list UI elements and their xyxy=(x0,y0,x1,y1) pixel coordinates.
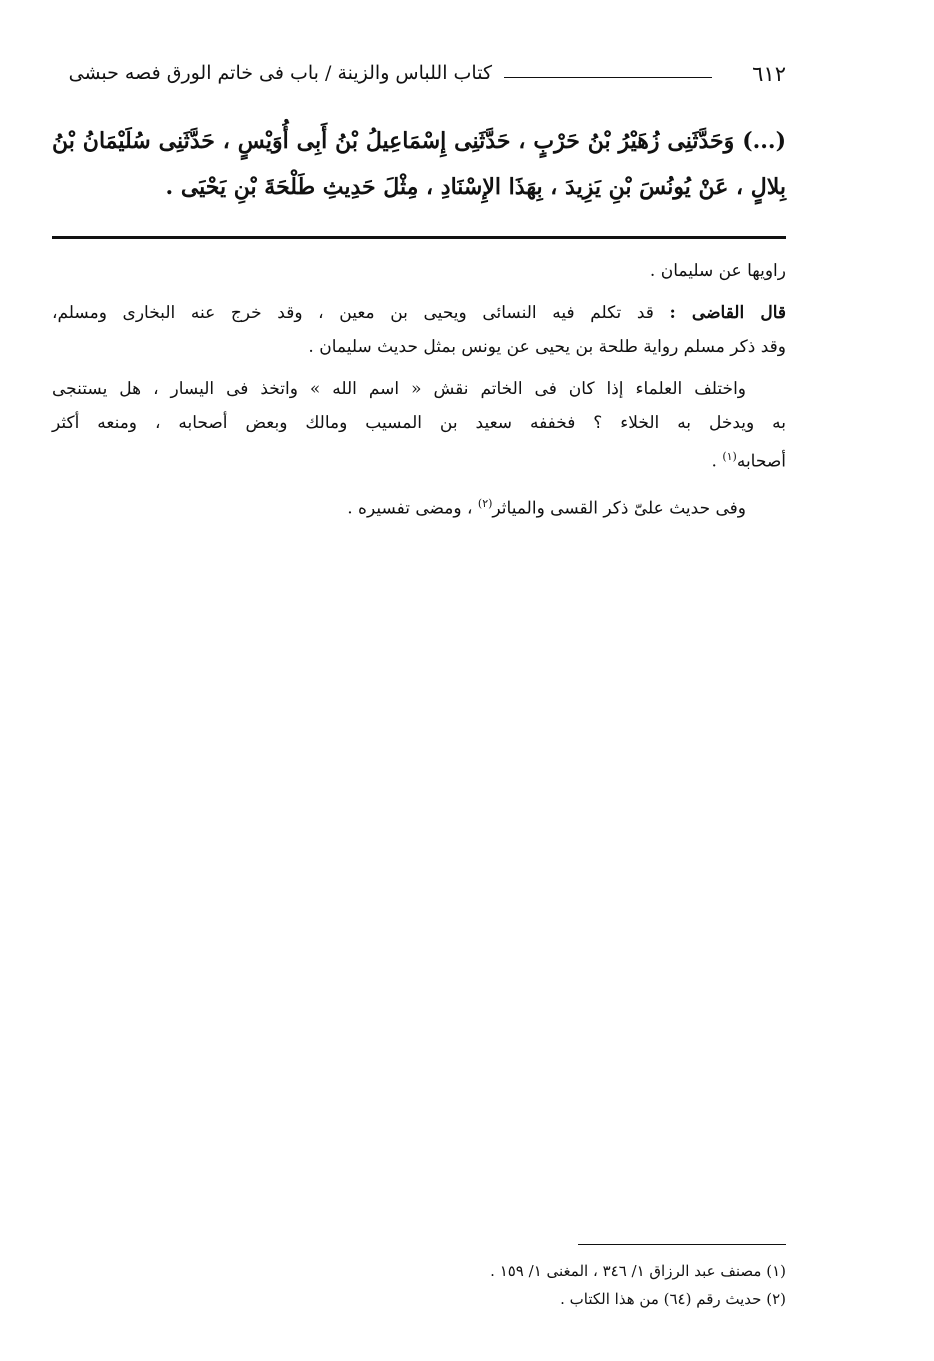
hadith-text xyxy=(52,118,786,210)
commentary-text: . xyxy=(711,451,723,472)
footnotes xyxy=(300,1257,786,1313)
commentary-text: أصحابه xyxy=(736,451,786,472)
footnote-ref: (٢) xyxy=(477,496,493,510)
commentary-text: ، ومضى تفسيره . xyxy=(347,498,478,519)
commentary-text: وفى حديث علىّ ذكر القسى والمياثر xyxy=(492,498,746,519)
header-rule xyxy=(504,77,712,78)
hadith-line: (...) وَحَدَّثَنِى زُهَيْرُ بْنُ حَرْبٍ ، حَدَّثَنِى إِسْمَاعِيلُ بْنُ أَبِى أُوَيْسٍ ، حَدَّثَنِى سُلَيْمَانُ بْنُ xyxy=(52,128,786,154)
commentary-line xyxy=(52,487,786,526)
footnote: (١) مصنف عبد الرزاق ١/ ٣٤٦ ، المغنى ١/ ١٥٩ . xyxy=(490,1262,786,1280)
commentary-line xyxy=(52,296,786,330)
commentary-paragraph xyxy=(52,487,786,526)
commentary-paragraph xyxy=(52,296,786,364)
footnote-ref: (١) xyxy=(722,450,737,463)
commentary-line xyxy=(52,440,786,479)
commentary-line: وقد ذكر مسلم رواية طلحة بن يحيى عن يونس بمثل حديث سليمان . xyxy=(308,337,786,357)
commentary-line: راويها عن سليمان . xyxy=(649,261,786,281)
commentary xyxy=(52,254,786,533)
commentary-paragraph xyxy=(52,254,786,288)
commentary-text: قد تكلم فيه النسائى ويحيى بن معين ، وقد خرج عنه البخارى ومسلم، xyxy=(52,303,654,323)
commentary-line: واختلف العلماء إذا كان فى الخاتم نقش « اسم الله » واتخذ فى اليسار ، هل يستنجى xyxy=(52,379,746,399)
commentary-paragraph xyxy=(52,372,786,479)
speaker-label: قال القاضى : xyxy=(669,303,786,323)
hadith-line: بِلالٍ ، عَنْ يُونُسَ بْنِ يَزِيدَ ، بِهَذَا الإِسْنَادِ ، مِثْلَ حَدِيثِ طَلْحَةَ بْنِ يَحْيَى . xyxy=(165,174,786,200)
running-title: كتاب اللباس والزينة / باب فى خاتم الورق فصه حبشى xyxy=(68,62,492,84)
commentary-line: به ويدخل به الخلاء ؟ فخففه سعيد بن المسيب ومالك وبعض أصحابه ، ومنعه أكثر xyxy=(52,413,786,433)
section-divider xyxy=(52,236,786,239)
footnote-rule xyxy=(578,1244,786,1245)
footnote: (٢) حديث رقم (٦٤) من هذا الكتاب . xyxy=(560,1290,786,1308)
page-number: ٦١٢ xyxy=(752,62,786,86)
